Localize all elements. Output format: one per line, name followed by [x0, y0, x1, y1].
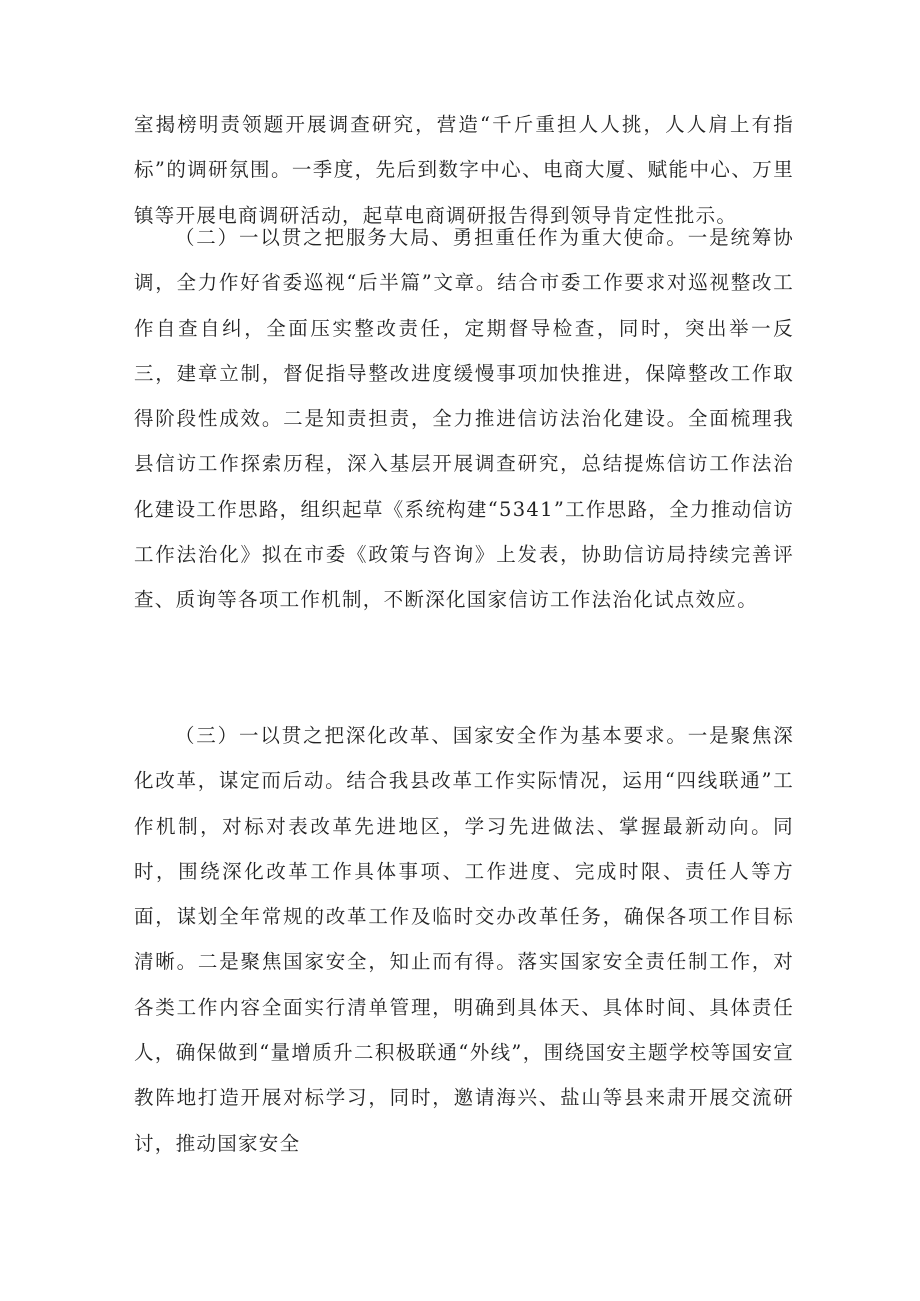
paragraph-continuation: 室揭榜明责领题开展调查研究，营造“千斤重担人人挑，人人肩上有指标”的调研氛围。一季度，先后到数字中心、电商大厦、赋能中心、万里镇等开展电商调研活动，起草电商调研报告得到领导肯定性批示。: [134, 113, 794, 227]
paragraph-section-two: （二）一以贯之把服务大局、勇担重任作为重大使命。一是统筹协调，全力作好省委巡视“后半篇”文章。结合市委工作要求对巡视整改工作自查自纠，全面压实整改责任，定期督导检查，同时，突出举一反三，建章立制，督促指导整改进度缓慢事项加快推进，保障整改工作取得阶段性成效。二是知责担责，全力推进信访法治化建设。全面梳理我县信访工作探索历程，深入基层开展调查研究，总结提炼信访工作法治化建设工作思路，组织起草《系统构建“5341”工作思路，全力推动信访工作法治化》拟在市委《政策与咨询》上发表，协助信访局持续完善评查、质询等各项工作机制，不断深化国家信访工作法治化试点效应。: [134, 226, 794, 612]
paragraph-section-three: （三）一以贯之把深化改革、国家安全作为基本要求。一是聚焦深化改革，谋定而后动。结合我县改革工作实际情况，运用“四线联通”工作机制，对标对表改革先进地区，学习先进做法、掌握最新动向。同时，围绕深化改革工作具体事项、工作进度、完成时限、责任人等方面，谋划全年常规的改革工作及临时交办改革任务，确保各项工作目标清晰。二是聚焦国家安全，知止而有得。落实国家安全责任制工作，对各类工作内容全面实行清单管理，明确到具体天、具体时间、具体责任人，确保做到“量增质升二积极联通“外线”，围绕国安主题学校等国安宣教阵地打造开展对标学习，同时，邀请海兴、盐山等县来肃开展交流研讨，推动国家安全: [134, 724, 794, 1155]
